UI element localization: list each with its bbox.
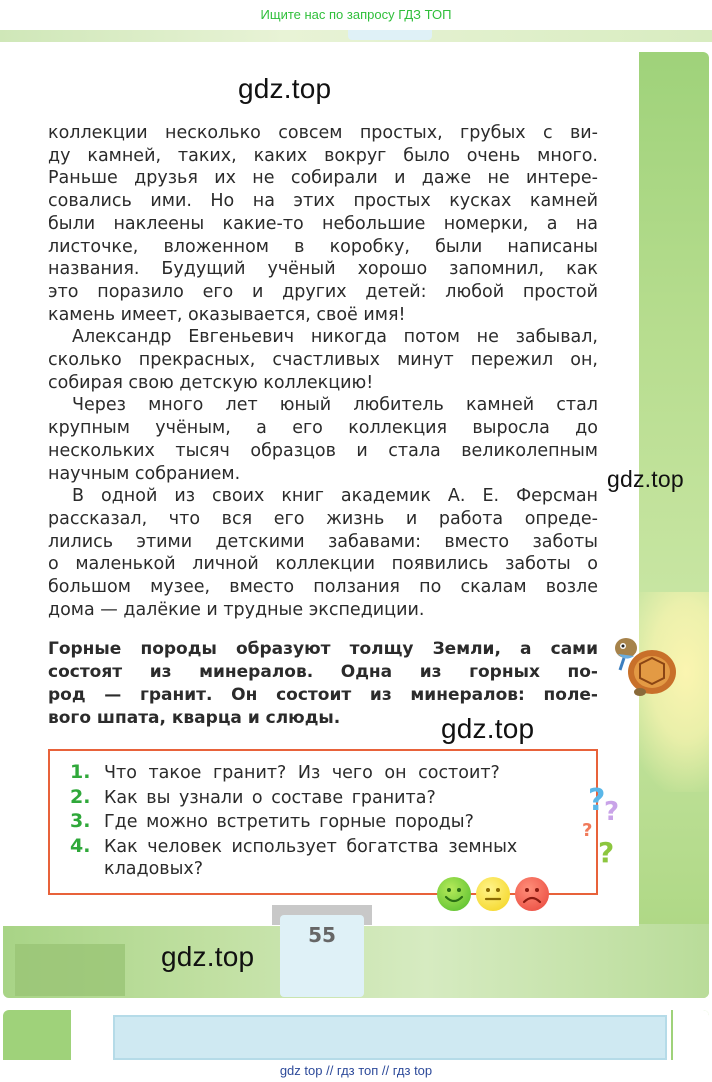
text-line: сколько прекрасных, счастливых минут пережил он,: [48, 350, 598, 371]
question-text: Что такое гранит? Из чего он состоит?: [104, 763, 500, 783]
text-line: камень имеет, оказывается, своё имя!: [48, 304, 406, 325]
watermark: gdz.top: [607, 466, 684, 492]
text-line: В одной из своих книг академик А. Е. Ферсман: [72, 486, 598, 507]
bottom-shade: [15, 944, 125, 996]
question-text: Как вы узнали о составе гранита?: [104, 788, 436, 808]
text-line: большом музее, вместо ползания по скалам возле: [48, 577, 598, 598]
text-line: Раньше друзья их не собирали и даже не интере-: [48, 168, 598, 189]
next-page-margin: [673, 1010, 709, 1060]
svg-text:?: ?: [582, 820, 593, 841]
page-number: 55: [308, 923, 336, 947]
svg-text:?: ?: [604, 797, 620, 827]
text-line: лились этими детскими забавами: вместо заботы: [48, 531, 598, 552]
watermark: gdz.top: [161, 941, 255, 972]
watermark: gdz.top: [238, 73, 332, 104]
question-number: 2.: [70, 786, 91, 808]
footer-links[interactable]: gdz top // гдз топ // гдз top: [0, 1060, 712, 1082]
summary-line: вого шпата, кварца и слюды.: [48, 708, 341, 728]
question-item: [70, 834, 517, 859]
text-line: совались ими. Но на этих простых кусках камней: [48, 191, 598, 212]
text-line: это поразило его и других детей: любой простой: [48, 281, 598, 302]
story-text: [48, 122, 598, 621]
text-line: дома — далёкие и трудные экспедиции.: [48, 599, 425, 620]
next-page-preview: [3, 1010, 709, 1060]
text-line: о маленькой личной коллекции появились заботы о: [48, 554, 598, 575]
summary-line: род — гранит. Он состоит из минералов: поле-: [48, 685, 598, 705]
text-line: Через много лет юный любитель камней стал: [72, 395, 598, 416]
question-number: 3.: [70, 810, 91, 832]
question-item: [70, 785, 436, 810]
text-line: собирая свою детскую коллекцию!: [48, 372, 374, 393]
page-number-tab: [276, 905, 364, 997]
question-marks-icon: [582, 780, 632, 866]
question-item: [70, 760, 500, 785]
svg-text:?: ?: [588, 783, 606, 818]
previous-page-tab: [348, 30, 432, 40]
text-line: названия. Будущий учёный хорошо запомнил, как: [48, 259, 598, 280]
side-decoration: [639, 52, 709, 998]
neutral-smiley-icon[interactable]: [476, 877, 510, 911]
summary-line: Горные породы образуют толщу Земли, а сами: [48, 639, 598, 659]
turtle-mascot-icon: [610, 628, 680, 700]
question-item: [70, 809, 474, 834]
sad-smiley-icon[interactable]: [515, 877, 549, 911]
happy-smiley-icon[interactable]: [437, 877, 471, 911]
text-line: крупным учёным, а его коллекция выросла до: [48, 418, 598, 439]
question-number: 1.: [70, 761, 91, 783]
next-page-illustration: [113, 1015, 667, 1060]
text-line: рассказал, что вся его жизнь и работа опреде-: [48, 508, 598, 529]
text-line: Александр Евгеньевич никогда потом не забывал,: [72, 327, 598, 348]
question-text: Как человек использует богатства земных: [104, 837, 518, 857]
top-banner[interactable]: Ищите нас по запросу ГДЗ ТОП: [0, 0, 712, 30]
previous-page-strip: [0, 30, 712, 42]
text-line: листочке, вложенном в коробку, были написаны: [48, 236, 598, 257]
watermark: gdz.top: [441, 713, 535, 744]
text-line: коллекции несколько совсем простых, грубых с ви-: [48, 123, 598, 143]
summary-text: [48, 638, 598, 730]
questions-box: [48, 749, 598, 895]
text-line: нескольких тысяч образцов и стала великолепным: [48, 440, 598, 461]
summary-line: состоят из минералов. Одна из горных по-: [48, 662, 598, 682]
question-continuation: кладовых?: [104, 859, 204, 879]
question-number: 4.: [70, 835, 91, 857]
question-text: Где можно встретить горные породы?: [104, 812, 474, 832]
svg-text:?: ?: [598, 836, 615, 866]
text-line: ду камней, таких, каких вокруг было очень много.: [48, 145, 598, 166]
text-line: были наклеены какие-то небольшие номерки, а на: [48, 213, 598, 234]
text-line: научным собранием.: [48, 463, 241, 484]
